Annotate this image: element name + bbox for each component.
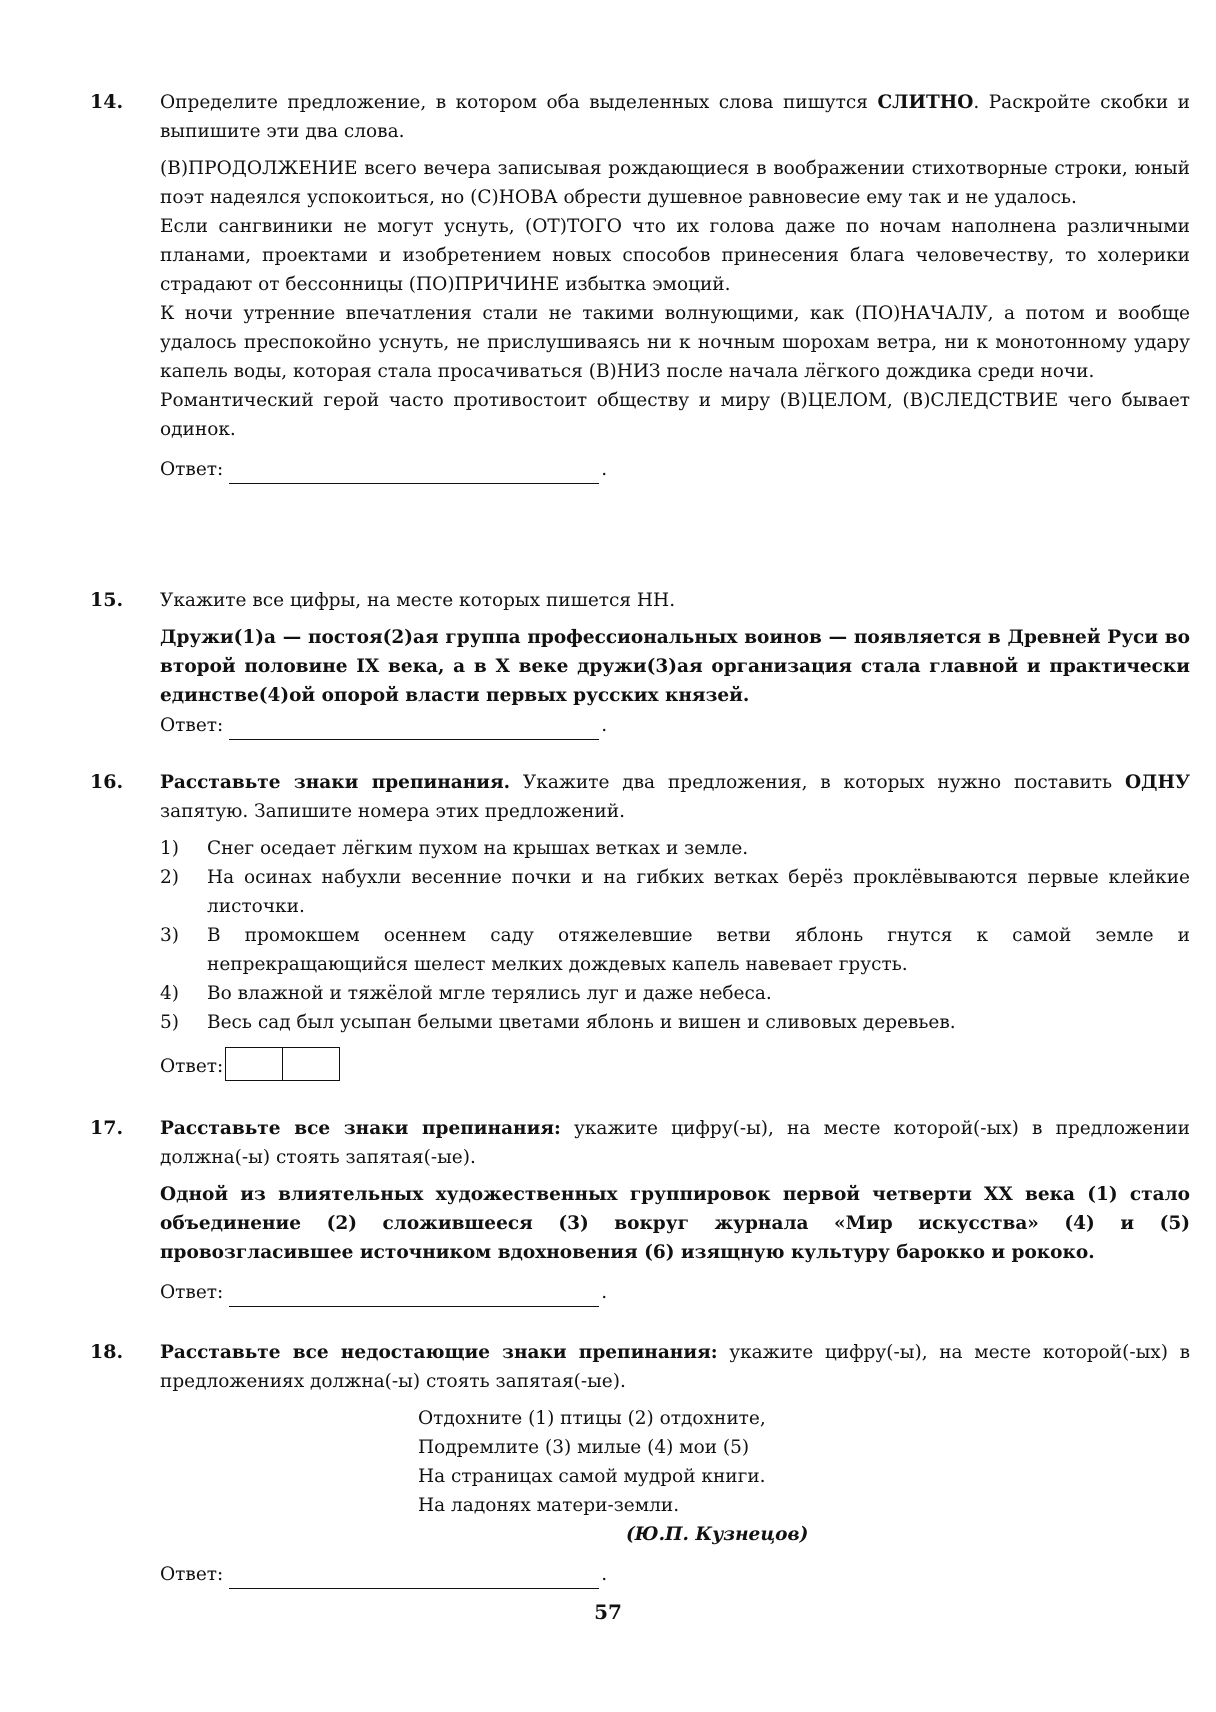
page-number: 57 xyxy=(594,1600,622,1624)
answer-field[interactable] xyxy=(229,1566,599,1589)
task-prompt: Расставьте знаки препинания. Укажите два предложения, в которых нужно поставить ОДНУ запятую. Запишите номера этих предложений. xyxy=(160,772,1190,822)
list-item: 2) На осинах набухли весенние почки и на гибких ветках берёз проклёвываются первые клейкие листочки. xyxy=(160,867,1190,917)
sentence-list xyxy=(160,834,1190,1037)
sentence: Если сангвиники не могут уснуть, (ОТ)ТОГО что их голова даже по ночам наполнена различными планами, проектами и изобретением новых способов принесения блага человечеству, то холерики страдают от бессонницы (ПО)ПРИЧИНЕ избытка эмоций. xyxy=(160,216,1190,295)
answer-row: Ответ: . xyxy=(160,454,1190,484)
answer-field[interactable] xyxy=(229,1284,599,1307)
sentence: К ночи утренние впечатления стали не такими волнующими, как (ПО)НАЧАЛУ, а потом и вообще удалось преспокойно уснуть, не прислушиваясь ни к ночным шорохам ветра, ни к монотонному удару капель воды, которая стала просачиваться (В)НИЗ после начала лёгкого дождика среди ночи. xyxy=(160,303,1190,382)
answer-label: Ответ: xyxy=(160,459,224,480)
task-text: Дружи(1)а — постоя(2)ая группа профессиональных воинов — появляется в Древней Руси во второй половине IX века, а в X веке дружи(3)ая организация стала главной и практически единстве(4)ой опорой власти первых русских князей. xyxy=(160,627,1190,706)
task-16 xyxy=(90,768,1190,1081)
answer-label: Ответ: xyxy=(160,715,224,736)
task-prompt: Укажите все цифры, на месте которых пишется НН. xyxy=(160,590,676,611)
task-number: 16. xyxy=(90,771,124,793)
answer-row: Ответ: . xyxy=(160,1277,1190,1307)
answer-label: Ответ: xyxy=(160,1564,224,1585)
task-prompt: Расставьте все знаки препинания: укажите цифру(-ы), на месте которой(-ых) в предложении должна(-ы) стоять запятая(-ые). xyxy=(160,1118,1190,1168)
task-number: 18. xyxy=(90,1341,124,1363)
sentence: (В)ПРОДОЛЖЕНИЕ всего вечера записывая рождающиеся в воображении стихотворные строки, юный поэт надеялся успокоиться, но (С)НОВА обрести душевное равновесие ему так и не удалось. xyxy=(160,158,1190,208)
poem-line: На ладонях матери-земли. xyxy=(418,1495,680,1516)
answer-field[interactable] xyxy=(229,461,599,484)
poem-line: На страницах самой мудрой книги. xyxy=(418,1466,766,1487)
task-number: 15. xyxy=(90,589,124,611)
task-17 xyxy=(90,1114,1190,1307)
task-14 xyxy=(90,88,1190,484)
answer-row: Ответ: . xyxy=(160,710,1190,740)
poem-author: (Ю.П. Кузнецов) xyxy=(626,1524,809,1545)
answer-box[interactable] xyxy=(225,1047,283,1081)
answer-label: Ответ: xyxy=(160,1282,224,1303)
answer-field[interactable] xyxy=(229,717,599,740)
task-text: Одной из влиятельных художественных группировок первой четверти XX века (1) стало объединение (2) сложившееся (3) вокруг журнала «Мир искусства» (4) и (5) провозгласившее источником вдохновения (6) изящную культуру барокко и рококо. xyxy=(160,1184,1190,1263)
answer-box[interactable] xyxy=(282,1047,340,1081)
poem xyxy=(418,1404,1190,1549)
task-18 xyxy=(90,1338,1190,1589)
answer-row xyxy=(160,1047,1190,1081)
sentence: Романтический герой часто противостоит обществу и миру (В)ЦЕЛОМ, (В)СЛЕДСТВИЕ чего бывает одинок. xyxy=(160,390,1190,440)
list-item: 5) Весь сад был усыпан белыми цветами яблонь и вишен и сливовых деревьев. xyxy=(160,1012,956,1033)
answer-row: Ответ: . xyxy=(160,1559,1190,1589)
poem-line: Отдохните (1) птицы (2) отдохните, xyxy=(418,1408,766,1429)
task-number: 14. xyxy=(90,91,124,113)
task-prompt: Расставьте все недостающие знаки препинания: укажите цифру(-ы), на месте которой(-ых) в предложениях должна(-ы) стоять запятая(-ые). xyxy=(160,1342,1190,1392)
list-item: 4) Во влажной и тяжёлой мгле терялись луг и даже небеса. xyxy=(160,983,772,1004)
list-item: 3) В промокшем осеннем саду отяжелевшие ветви яблонь гнутся к самой земле и непрекращающийся шелест мелких дождевых капель навевает грусть. xyxy=(160,925,1190,975)
task-prompt: Определите предложение, в котором оба выделенных слова пишутся СЛИТНО. Раскройте скобки и выпишите эти два слова. xyxy=(160,92,1191,142)
poem-line: Подремлите (3) милые (4) мои (5) xyxy=(418,1437,750,1458)
answer-label: Ответ: xyxy=(160,1056,224,1077)
task-number: 17. xyxy=(90,1117,124,1139)
list-item: 1) Снег оседает лёгким пухом на крышах ветках и земле. xyxy=(160,838,749,859)
answer-boxes xyxy=(225,1047,338,1081)
task-15 xyxy=(90,586,1190,740)
